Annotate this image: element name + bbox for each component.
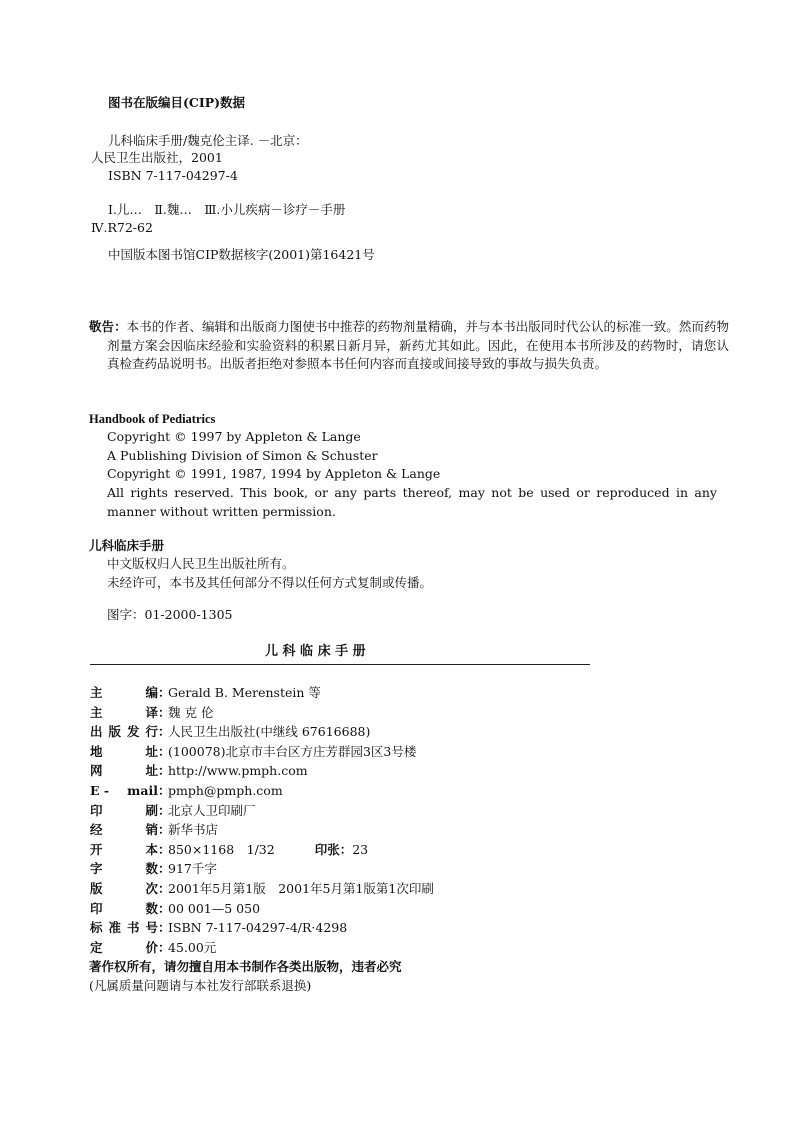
detail-label (90, 742, 158, 762)
book-title: 儿 科 临 床 手 册 (265, 644, 366, 659)
detail-label-char: 本 (145, 841, 158, 857)
sheets-value: 23 (352, 841, 369, 857)
detail-value: Gerald B. Merenstein 等 (168, 685, 321, 700)
detail-value: 新华书店 (168, 822, 219, 838)
detail-label-char: 行 (145, 724, 158, 740)
detail-row (90, 840, 434, 860)
detail-row (90, 801, 434, 821)
detail-row (90, 781, 434, 801)
chinese-rights-title: 儿科临床手册 (89, 538, 165, 553)
detail-label-char: 号 (145, 920, 158, 936)
detail-label-char: 址 (145, 743, 158, 759)
detail-label-char: 版 (90, 880, 103, 896)
detail-label-char: 主 (90, 685, 103, 700)
cip-line: Ⅳ.R72-62 (91, 220, 153, 235)
detail-label-char: 数 (145, 900, 158, 916)
detail-label-char: 址 (145, 763, 158, 779)
detail-row (90, 761, 434, 781)
detail-row (90, 879, 434, 899)
detail-value: pmph@pmph.com (168, 782, 283, 798)
detail-value: 917千字 (168, 861, 217, 877)
copyright-line: A Publishing Division of Simon & Schuster (107, 448, 378, 463)
detail-label (90, 801, 158, 821)
colon: ： (158, 939, 171, 955)
detail-label-char: 定 (90, 939, 103, 955)
detail-label-char: 字 (90, 861, 103, 877)
detail-value: 北京人卫印刷厂 (168, 802, 256, 818)
detail-row (90, 899, 434, 919)
detail-row (90, 683, 434, 703)
colon: ： (158, 920, 171, 936)
detail-label-char: 价 (145, 939, 158, 955)
detail-label-char: 准 (108, 920, 121, 936)
warning-text: 本书的作者、编辑和出版商力图使书中推荐的药物剂量精确，并与本书出版同时代公认的标准一致。然而药物剂量方案会因临床经验和实验资料的积累日新月异，新药尤其如此。因此，在使用本书所涉及的药物时，请您认真检查药品说明书。出版者拒绝对参照本书任何内容而直接或间接导致的事故与损失负责。 (107, 319, 729, 371)
detail-value: 人民卫生出版社(中继线 67616688) (168, 724, 371, 740)
detail-label-char: 开 (90, 841, 103, 857)
detail-label-char: 网 (90, 763, 103, 779)
detail-label-char: 版 (108, 724, 121, 740)
colon: ： (158, 841, 171, 857)
detail-label-char: 出 (90, 724, 103, 740)
detail-label (90, 938, 158, 958)
detail-value: 850×1168 1/32 (168, 841, 275, 857)
detail-label-char: 主 (90, 704, 103, 720)
colon: ： (158, 763, 171, 779)
detail-label-char: 销 (145, 822, 158, 838)
detail-value: 魏 克 伦 (168, 704, 214, 720)
colon: ： (158, 724, 171, 740)
license-number: 图字：01-2000-1305 (107, 607, 233, 622)
detail-label-char: 标 (90, 920, 103, 936)
copyright-line: Copyright © 1997 by Appleton & Lange (107, 429, 361, 444)
sheets-label: 印张： (314, 841, 353, 857)
cip-line: ISBN 7-117-04297-4 (108, 168, 238, 183)
detail-value: ISBN 7-117-04297-4/R·4298 (168, 920, 348, 936)
detail-label-char: 印 (90, 802, 103, 818)
warning-notice (89, 318, 729, 374)
detail-value: 00 001—5 050 (168, 900, 261, 916)
detail-value: (100078)北京市丰台区方庄芳群园3区3号楼 (168, 743, 417, 759)
detail-label (90, 859, 158, 879)
detail-label-char: E - (90, 782, 110, 798)
detail-label-char: 译 (145, 704, 158, 720)
detail-row (90, 722, 434, 742)
detail-label-char: 数 (145, 861, 158, 877)
detail-value: 2001年5月第1版 2001年5月第1版第1次印刷 (168, 880, 434, 896)
chinese-rights-line: 未经许可，本书及其任何部分不得以任何方式复制或传播。 (107, 575, 433, 590)
colon: ： (158, 685, 171, 700)
detail-row (90, 918, 434, 938)
copyright-line: Copyright © 1991, 1987, 1994 by Appleton & Lange (107, 466, 441, 481)
warning-label: 敬告： (89, 319, 127, 334)
colon: ： (158, 704, 171, 720)
colon: ： (158, 900, 171, 916)
detail-label-char: 次 (145, 880, 158, 896)
detail-label (90, 781, 158, 801)
detail-label-char: 书 (126, 920, 140, 936)
detail-label-char: 刷 (145, 802, 158, 818)
detail-label (90, 820, 158, 840)
detail-label-char: 地 (90, 743, 103, 759)
detail-label-char: 印 (90, 900, 103, 916)
divider-rule (90, 664, 590, 665)
colon: ： (158, 822, 171, 838)
detail-row (90, 859, 434, 879)
detail-label-char: 经 (90, 822, 103, 838)
colon: ： (158, 743, 171, 759)
colon: ： (158, 782, 171, 798)
cip-line: Ⅰ.儿… Ⅱ.魏… Ⅲ.小儿疾病－诊疗－手册 (108, 202, 346, 217)
copyright-warning: 著作权所有，请勿擅自用本书制作各类出版物，违者必究 (89, 959, 402, 974)
detail-label (90, 918, 158, 938)
detail-row (90, 938, 434, 958)
rights-statement: All rights reserved. This book, or any parts thereof, may not be used or reproduced in any manner without written permission. (107, 485, 717, 519)
detail-label (90, 761, 158, 781)
detail-label-char: 发 (126, 724, 140, 740)
publication-details (90, 683, 434, 957)
detail-value: http://www.pmph.com (168, 763, 308, 779)
cip-line: 中国版本图书馆CIP数据核字(2001)第16421号 (108, 247, 375, 262)
detail-row (90, 742, 434, 762)
detail-label (90, 703, 158, 723)
english-title: Handbook of Pediatrics (89, 412, 216, 426)
detail-row (90, 703, 434, 723)
detail-label-char: mail (127, 782, 158, 798)
detail-label (90, 879, 158, 899)
colon: ： (158, 802, 171, 818)
detail-label (90, 683, 158, 703)
detail-label-char: 编 (145, 685, 158, 700)
detail-label (90, 722, 158, 742)
chinese-rights-line: 中文版权归人民卫生出版社所有。 (107, 556, 295, 571)
colon: ： (158, 880, 171, 896)
cip-heading: 图书在版编目(CIP)数据 (108, 95, 246, 110)
cip-line: 儿科临床手册/魏克伦主译. －北京： (108, 133, 308, 148)
cip-line: 人民卫生出版社，2001 (91, 150, 223, 165)
detail-value: 45.00元 (168, 939, 217, 955)
detail-row (90, 820, 434, 840)
detail-label (90, 899, 158, 919)
detail-label (90, 840, 158, 860)
colon: ： (158, 861, 171, 877)
quality-note: (凡属质量问题请与本社发行部联系退换) (89, 978, 312, 993)
